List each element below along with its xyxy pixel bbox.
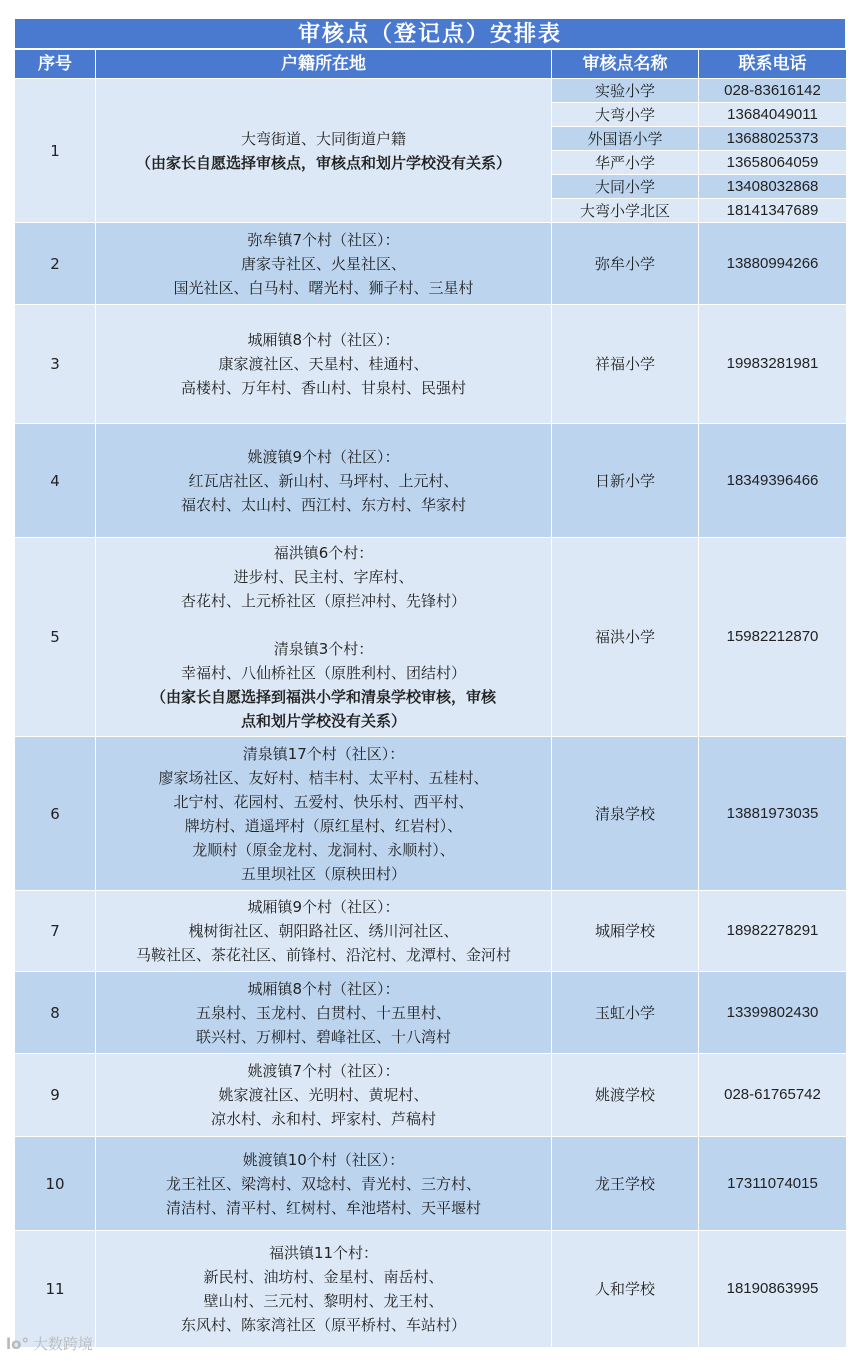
table-row xyxy=(15,972,847,1054)
school-name: 大弯小学北区 xyxy=(552,199,699,223)
row-number: 2 xyxy=(15,223,96,305)
area-line: 壁山村、三元村、黎明村、龙王村、 xyxy=(203,1292,444,1310)
school-name: 大弯小学 xyxy=(552,103,699,127)
area-line: 马鞍社区、茶花社区、前锋村、沿沱村、龙潭村、金河村 xyxy=(135,946,511,964)
phone-number: 18190863995 xyxy=(699,1231,847,1348)
area-line: 姚渡镇9个村（社区）： xyxy=(247,447,400,466)
area-line: 清洁村、清平村、红树村、牟池塔村、天平堰村 xyxy=(165,1198,481,1217)
row-number: 3 xyxy=(15,305,96,424)
watermark xyxy=(6,1333,93,1354)
phone-number: 17311074015 xyxy=(699,1137,847,1231)
phone-number: 13408032868 xyxy=(699,175,847,199)
table-title: 审核点（登记点）安排表 xyxy=(14,18,846,49)
area-line: 新民村、油坊村、金星村、南岳村、 xyxy=(203,1268,444,1286)
school-name: 玉虹小学 xyxy=(552,972,699,1054)
area-line: 龙顺村（原金龙村、龙洞村、永顺村）、 xyxy=(192,840,455,859)
area-cell xyxy=(96,79,552,223)
table-row xyxy=(15,737,847,891)
area-line: 姚渡镇7个村（社区）： xyxy=(247,1062,400,1080)
area-line xyxy=(96,613,551,637)
school-name: 华严小学 xyxy=(552,151,699,175)
area-cell xyxy=(96,424,552,538)
area-line: 清泉镇3个村： xyxy=(273,640,374,658)
school-name: 城厢学校 xyxy=(552,891,699,972)
row-number: 6 xyxy=(15,737,96,891)
header-area: 户籍所在地 xyxy=(96,50,552,79)
area-line: 龙王社区、梁湾村、双埝村、青光村、三方村、 xyxy=(165,1174,481,1193)
phone-number: 13684049011 xyxy=(699,103,847,127)
phone-number: 18349396466 xyxy=(699,424,847,538)
area-line: 大弯街道、大同街道户籍 xyxy=(240,129,406,148)
watermark-logo-icon: lo° xyxy=(6,1335,29,1353)
school-name: 实验小学 xyxy=(552,79,699,103)
table-row xyxy=(15,1137,847,1231)
area-line: 福洪镇6个村： xyxy=(273,544,374,562)
watermark-text: 大数跨境 xyxy=(32,1335,93,1353)
area-cell xyxy=(96,1231,552,1348)
schedule-table xyxy=(14,49,847,1348)
table-row xyxy=(15,1054,847,1137)
area-cell xyxy=(96,1054,552,1137)
area-line: 唐家寺社区、火星社区、 xyxy=(240,254,406,273)
school-name: 龙王学校 xyxy=(552,1137,699,1231)
table-row xyxy=(15,891,847,972)
area-line: 福洪镇11个村： xyxy=(268,1244,379,1262)
row-number: 7 xyxy=(15,891,96,972)
area-note: （由家长自愿选择到福洪小学和清泉学校审核，审核 xyxy=(150,688,496,706)
area-line: 城厢镇8个村（社区）： xyxy=(247,331,400,349)
school-name: 外国语小学 xyxy=(552,127,699,151)
area-line: 清泉镇17个村（社区）： xyxy=(242,744,405,763)
area-note: 点和划片学校没有关系） xyxy=(240,712,406,730)
phone-number: 15982212870 xyxy=(699,538,847,737)
area-line: 高楼村、万年村、香山村、甘泉村、民强村 xyxy=(180,379,466,397)
area-line: 弥牟镇7个村（社区）： xyxy=(247,230,400,249)
table-row xyxy=(15,79,847,103)
area-line: 国光社区、白马村、曙光村、狮子村、三星村 xyxy=(173,278,474,297)
school-name: 清泉学校 xyxy=(552,737,699,891)
school-name: 人和学校 xyxy=(552,1231,699,1348)
table-row xyxy=(15,305,847,424)
row-number: 10 xyxy=(15,1137,96,1231)
table-row xyxy=(15,223,847,305)
area-line: 城厢镇8个村（社区）： xyxy=(247,979,400,998)
row-number: 8 xyxy=(15,972,96,1054)
phone-number: 13688025373 xyxy=(699,127,847,151)
area-line: 北宁村、花园村、五爱村、快乐村、西平村、 xyxy=(173,792,474,811)
header-no: 序号 xyxy=(15,50,96,79)
table-row xyxy=(15,538,847,737)
area-cell xyxy=(96,737,552,891)
table-row xyxy=(15,424,847,538)
area-line: 红瓦店社区、新山村、马坪村、上元村、 xyxy=(188,471,459,490)
phone-number: 13880994266 xyxy=(699,223,847,305)
area-cell xyxy=(96,891,552,972)
area-line: 联兴村、万柳村、碧峰社区、十八湾村 xyxy=(195,1027,451,1046)
row-number: 9 xyxy=(15,1054,96,1137)
row-number: 1 xyxy=(15,79,96,223)
area-line: 五里坝社区（原秧田村） xyxy=(240,864,406,883)
area-line: 凉水村、永和村、坪家村、芦稿村 xyxy=(210,1110,436,1128)
area-line: 进步村、民主村、字库村、 xyxy=(233,568,414,586)
phone-number: 13881973035 xyxy=(699,737,847,891)
header-school: 审核点名称 xyxy=(552,50,699,79)
area-cell xyxy=(96,1137,552,1231)
phone-number: 13658064059 xyxy=(699,151,847,175)
school-name: 福洪小学 xyxy=(552,538,699,737)
area-cell xyxy=(96,305,552,424)
area-line: 廖家场社区、友好村、桔丰村、太平村、五桂村、 xyxy=(158,768,489,787)
phone-number: 028-61765742 xyxy=(699,1054,847,1137)
area-cell xyxy=(96,223,552,305)
area-line: 牌坊村、逍遥坪村（原红星村、红岩村）、 xyxy=(184,816,463,835)
area-cell xyxy=(96,538,552,737)
phone-number: 19983281981 xyxy=(699,305,847,424)
area-line: 杏花村、上元桥社区（原拦冲村、先锋村） xyxy=(180,592,466,610)
area-line: 姚渡镇10个村（社区）： xyxy=(242,1150,405,1169)
area-line: 五泉村、玉龙村、白贯村、十五里村、 xyxy=(195,1003,451,1022)
school-name: 姚渡学校 xyxy=(552,1054,699,1137)
row-number: 11 xyxy=(15,1231,96,1348)
school-name: 祥福小学 xyxy=(552,305,699,424)
schedule-table-container xyxy=(14,18,846,1348)
area-line: 城厢镇9个村（社区）： xyxy=(247,898,400,916)
area-line: 福农村、太山村、西江村、东方村、华家村 xyxy=(180,495,466,514)
school-name: 弥牟小学 xyxy=(552,223,699,305)
table-row xyxy=(15,1231,847,1348)
phone-number: 028-83616142 xyxy=(699,79,847,103)
school-name: 大同小学 xyxy=(552,175,699,199)
phone-number: 18141347689 xyxy=(699,199,847,223)
area-line: 幸福村、八仙桥社区（原胜利村、团结村） xyxy=(180,664,466,682)
school-name: 日新小学 xyxy=(552,424,699,538)
area-line: 东风村、陈家湾社区（原平桥村、车站村） xyxy=(180,1316,466,1334)
phone-number: 18982278291 xyxy=(699,891,847,972)
phone-number: 13399802430 xyxy=(699,972,847,1054)
row-number: 4 xyxy=(15,424,96,538)
header-phone: 联系电话 xyxy=(699,50,847,79)
area-note: （由家长自愿选择审核点，审核点和划片学校没有关系） xyxy=(135,153,511,172)
row-number: 5 xyxy=(15,538,96,737)
area-cell xyxy=(96,972,552,1054)
area-line: 槐树街社区、朝阳路社区、绣川河社区、 xyxy=(188,922,459,940)
area-line: 康家渡社区、天星村、桂通村、 xyxy=(218,355,429,373)
area-line: 姚家渡社区、光明村、黄坭村、 xyxy=(218,1086,429,1104)
